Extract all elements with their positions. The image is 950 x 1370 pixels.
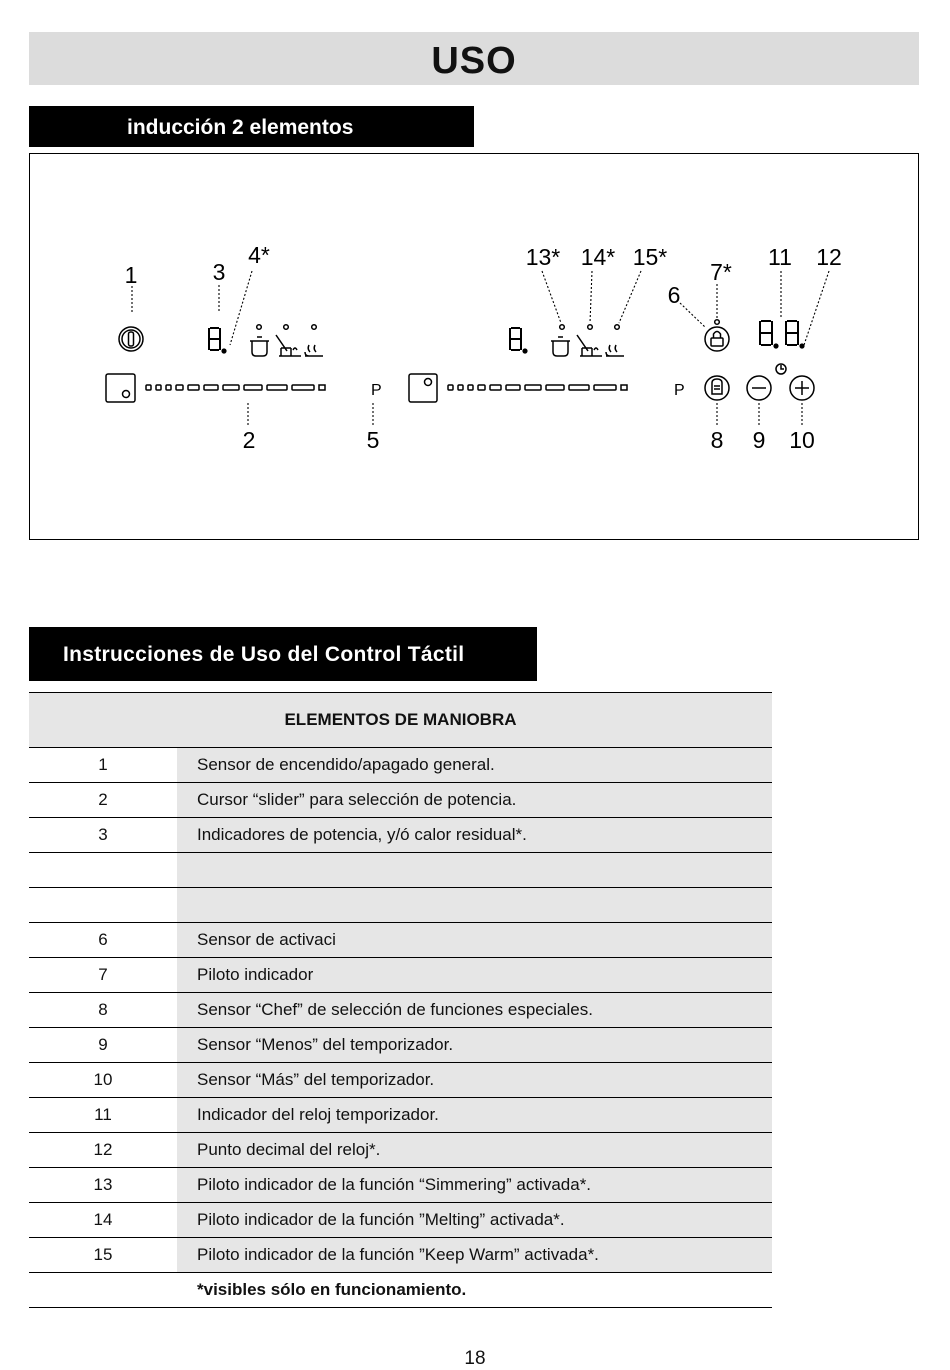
label-2: 2: [242, 427, 256, 453]
row-number: 13: [29, 1168, 177, 1203]
simmering-icon-right: [551, 337, 570, 356]
section-title: Instrucciones de Uso del Control Táctil: [63, 643, 465, 666]
row-number: 11: [29, 1098, 177, 1133]
clock-icon: [776, 364, 786, 374]
melting-icon-left: [276, 335, 301, 356]
cooking-zone-icon-right: [409, 374, 437, 402]
function-leds-right: [560, 325, 620, 330]
table-row: [29, 1133, 772, 1168]
table-row: [29, 748, 772, 783]
label-13: 13*: [525, 244, 561, 270]
label-10: 10: [789, 427, 815, 453]
slider-segment: [188, 385, 199, 390]
row-description: Sensor de encendido/apagado general.: [177, 748, 772, 783]
row-number: 8: [29, 993, 177, 1028]
row-number: 12: [29, 1133, 177, 1168]
row-description: Cursor “slider” para selección de potencia.: [177, 783, 772, 818]
table-row: [29, 783, 772, 818]
slider-segment: [525, 385, 541, 390]
control-panel-diagram: [29, 153, 919, 540]
row-number: 2: [29, 783, 177, 818]
label-15: 15*: [632, 244, 668, 270]
slider-segment: [468, 385, 473, 390]
table-row: [29, 923, 772, 958]
slider-segment: [490, 385, 501, 390]
label-3: 3: [212, 259, 226, 285]
slider-segment: [156, 385, 161, 390]
row-number: [29, 853, 177, 888]
slider-segment: [267, 385, 287, 390]
simmering-icon-left: [250, 337, 269, 356]
slider-segment: [569, 385, 589, 390]
timer-display: [760, 321, 804, 348]
row-number: 1: [29, 748, 177, 783]
label-4: 4*: [248, 242, 270, 268]
slider-segment: [546, 385, 564, 390]
cooking-zone-icon-left: [106, 374, 135, 402]
digit-display-right: [510, 328, 527, 353]
row-number: 9: [29, 1028, 177, 1063]
power-slider-left: [146, 385, 325, 390]
power-icon: [119, 327, 143, 351]
slider-segment: [478, 385, 485, 390]
p-glyph-right: P: [674, 382, 685, 399]
row-description: Sensor “Chef” de selección de funciones especiales.: [177, 993, 772, 1028]
function-leds-left: [257, 325, 317, 330]
section-header-induction: [29, 106, 474, 147]
slider-segment: [594, 385, 616, 390]
label-12: 12: [816, 244, 842, 270]
label-6: 6: [667, 282, 681, 308]
row-description: Sensor “Menos” del temporizador.: [177, 1028, 772, 1063]
slider-segment: [146, 385, 151, 390]
keep-warm-icon-left: [305, 345, 323, 356]
p-glyph-left: P: [371, 382, 382, 399]
table-row: [29, 888, 772, 923]
row-number: 7: [29, 958, 177, 993]
table-row: [29, 1168, 772, 1203]
slider-segment: [244, 385, 262, 390]
row-description: Piloto indicador de la función “Simmering” activada*.: [177, 1168, 772, 1203]
digit-display-left: [209, 328, 226, 353]
label-9: 9: [752, 427, 766, 453]
slider-segment: [448, 385, 453, 390]
title-bar: [29, 32, 919, 85]
table-row: [29, 1238, 772, 1273]
row-description: Sensor “Más” del temporizador.: [177, 1063, 772, 1098]
row-description: Piloto indicador: [177, 958, 772, 993]
row-number: 10: [29, 1063, 177, 1098]
row-number: 6: [29, 923, 177, 958]
slider-segment: [506, 385, 520, 390]
row-description: Sensor de activaci: [177, 923, 772, 958]
section-header-instructions: [29, 627, 537, 681]
label-14: 14*: [580, 244, 616, 270]
label-5: 5: [366, 427, 380, 453]
minus-icon: [747, 376, 771, 400]
power-slider-right: [448, 385, 627, 390]
section-title: inducción 2 elementos: [127, 116, 354, 139]
slider-segment: [223, 385, 239, 390]
table-row: [29, 1063, 772, 1098]
row-description: Indicador del reloj temporizador.: [177, 1098, 772, 1133]
page-number: 18: [464, 1348, 486, 1369]
page-title: USO: [431, 40, 517, 82]
slider-end: [319, 385, 325, 390]
lock-icon: [705, 320, 729, 351]
slider-segment: [176, 385, 183, 390]
table-row: [29, 1098, 772, 1133]
row-description: [177, 853, 772, 888]
keep-warm-icon-right: [606, 345, 624, 356]
melting-icon-right: [577, 335, 602, 356]
slider-segment: [292, 385, 314, 390]
slider-segment: [458, 385, 463, 390]
table-footnote: *visibles sólo en funcionamiento.: [177, 1273, 772, 1308]
slider-segment: [166, 385, 171, 390]
row-description: Piloto indicador de la función ”Keep Warm” activada*.: [177, 1238, 772, 1273]
plus-icon: [790, 376, 814, 400]
table-row: [29, 818, 772, 853]
table-row: [29, 958, 772, 993]
slider-end: [621, 385, 627, 390]
label-8: 8: [710, 427, 724, 453]
slider-segment: [204, 385, 218, 390]
row-description: Punto decimal del reloj*.: [177, 1133, 772, 1168]
row-number: 3: [29, 818, 177, 853]
table-row: [29, 853, 772, 888]
row-number: 15: [29, 1238, 177, 1273]
row-number: [29, 888, 177, 923]
elements-table: [29, 692, 772, 1308]
row-number: 14: [29, 1203, 177, 1238]
label-7: 7*: [710, 259, 732, 285]
label-1: 1: [124, 262, 138, 288]
label-11: 11: [768, 244, 792, 270]
table-header: ELEMENTOS DE MANIOBRA: [29, 693, 772, 748]
table-row: [29, 993, 772, 1028]
chef-icon: [705, 376, 729, 400]
row-description: Piloto indicador de la función ”Melting” activada*.: [177, 1203, 772, 1238]
table-row: [29, 1203, 772, 1238]
row-description: [177, 888, 772, 923]
table-row: [29, 1028, 772, 1063]
row-description: Indicadores de potencia, y/ó calor residual*.: [177, 818, 772, 853]
